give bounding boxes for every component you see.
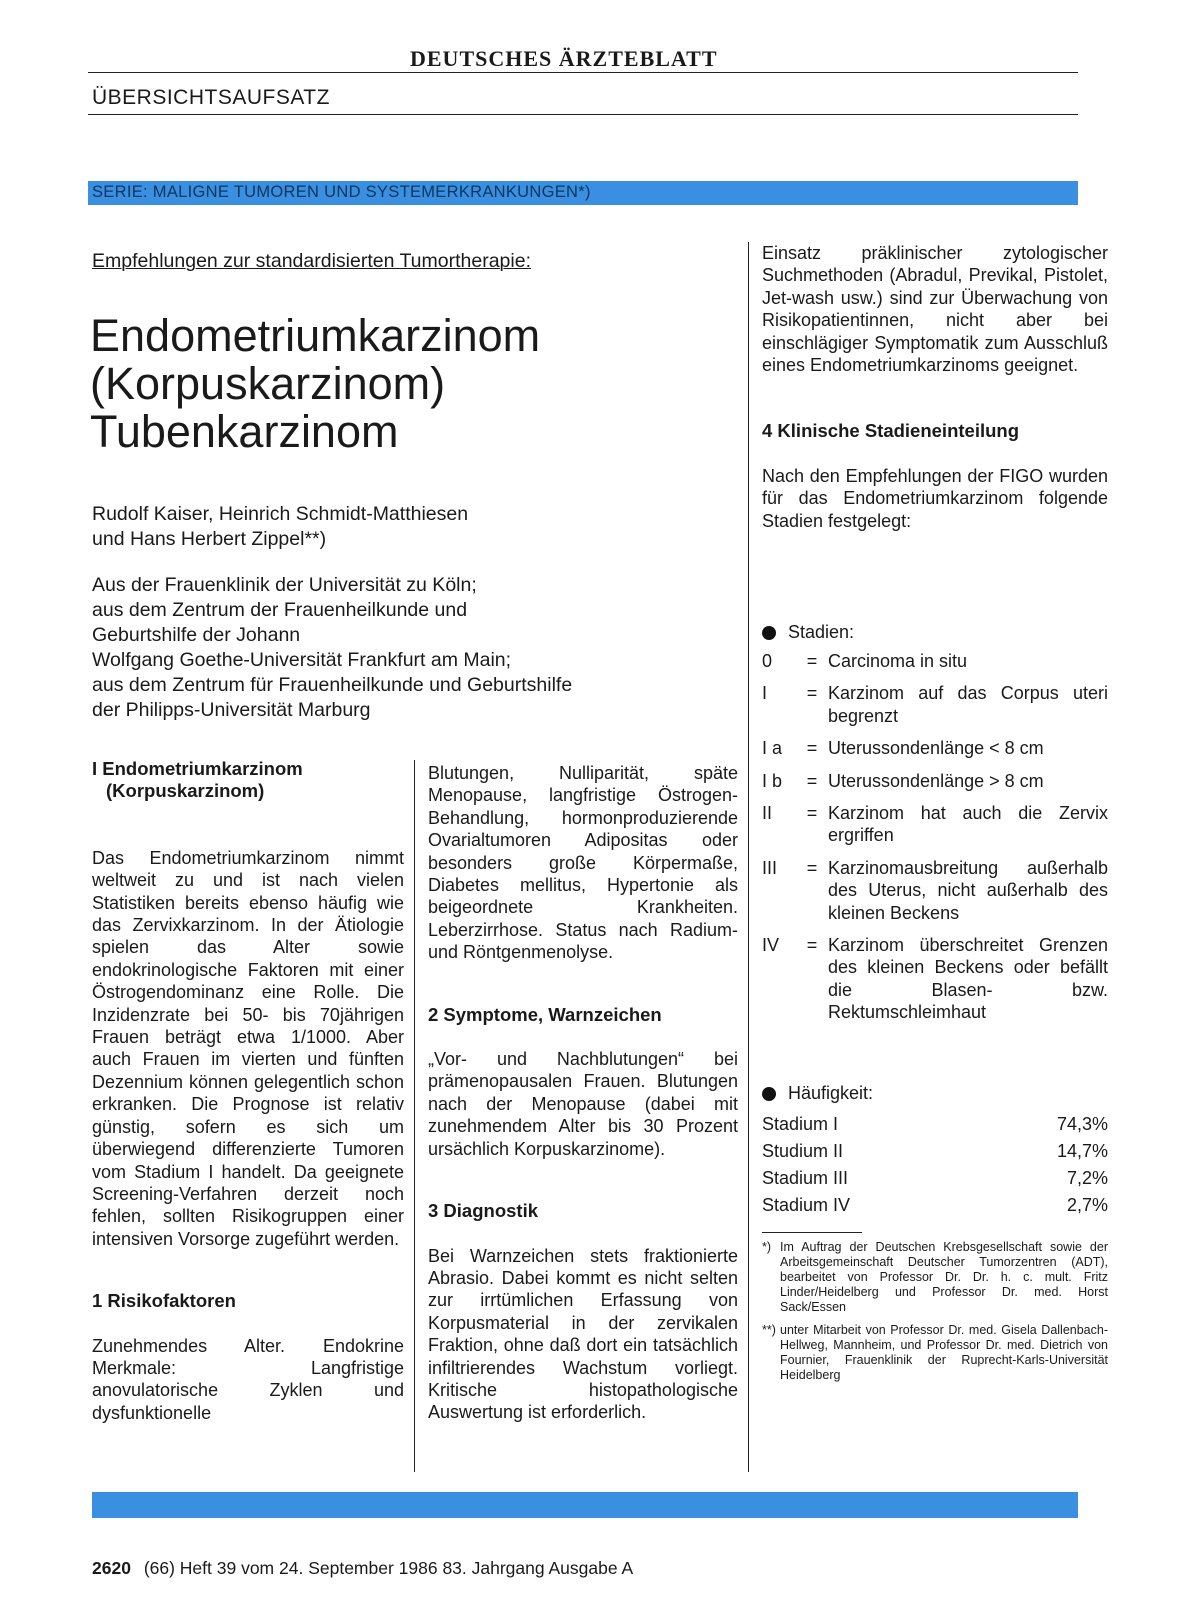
section-heading: I Endometriumkarzinom: [92, 758, 303, 779]
column-divider-right: [748, 242, 749, 1472]
stage-number: I: [762, 683, 768, 704]
stage-equals: =: [806, 770, 818, 791]
column-2: [428, 762, 738, 1424]
issue-info: (66) Heft 39 vom 24. September 1986 83. Jahrgang Ausgabe A: [143, 1558, 634, 1578]
stage-row: [762, 802, 1108, 847]
column-3: [762, 242, 1108, 532]
diagnostics-paragraph: Bei Warnzeichen stets fraktionierte Abrasio. Dabei kommt es nicht selten zur irrtümlichen Erfassung von Korpusmaterial in der zervikalen Fraktion, ohne daß dort ein tatsächlich infiltrierendes Wachstum vorliegt. Kritische histopathologische Auswertung ist erforderlich.: [428, 1245, 738, 1423]
stage-row: [762, 934, 1108, 1024]
column-divider-left: [414, 760, 415, 1472]
footnote-mark: *): [762, 1240, 772, 1254]
author-line: Rudolf Kaiser, Heinrich Schmidt-Matthiesen: [92, 503, 469, 525]
affiliation-line: Geburtshilfe der Johann: [92, 624, 301, 646]
stage-number: IV: [762, 935, 780, 956]
footnote-text: unter Mitarbeit von Professor Dr. med. Gisela Dallenbach-Hellweg, Mannheim, und Professor Dr. med. Dietrich von Fournier, Frauenklinik der Ruprecht-Karls-Universität Heidelberg: [780, 1323, 1108, 1382]
risk-heading: 1 Risikofaktoren: [92, 1290, 236, 1312]
affiliation-line: der Philipps-Universität Marburg: [92, 699, 371, 721]
affiliation-line: aus dem Zentrum für Frauenheilkunde und Geburtshilfe: [92, 674, 573, 696]
stage-description: Carcinoma in situ: [828, 651, 968, 671]
frequency-row: [762, 1111, 1108, 1138]
frequency-label-text: Häufigkeit:: [788, 1083, 874, 1103]
page-footer: [92, 1558, 633, 1579]
series-title: SERIE: MALIGNE TUMOREN UND SYSTEMERKRANKUNGEN*): [92, 183, 591, 201]
stage-description: Karzinomausbreitung außerhalb des Uterus, nicht außerhalb des kleinen Beckens: [828, 857, 1108, 923]
diagnostics-heading: 3 Diagnostik: [428, 1200, 538, 1222]
stage-number: II: [762, 803, 773, 824]
risk-paragraph-cont: Blutungen, Nulliparität, späte Menopause, langfristige Östrogen-Behandlung, hormonproduzierende Ovarialtumoren Adipositas oder besonders große Körpermaße, Diabetes mellitus, Hypertonie als beigeordnete Krankheiten. Leberzirrhose. Status nach Radium- und Röntgenmenolyse.: [428, 763, 738, 963]
frequency-value: 7,2%: [1066, 1168, 1108, 1188]
stage-equals: =: [806, 738, 818, 759]
intro-paragraph: Das Endometriumkarzinom nimmt weltweit zu und ist nach vielen Statistiken bereits ebenso häufig wie das Zervixkarzinom. In der Ätiologie spielen das Alter sowie endokrinologische Faktoren mit einer Östrogendominanz eine Rolle. Die Inzidenzrate bei 50- bis 70jährigen Frauen beträgt etwa 1/1000. Aber auch Frauen im vierten und fünften Dezennium können gelegentlich schon erkranken. Die Prognose ist relativ günstig, sofern es sich um überwiegend differenzierte Tumoren vom Stadium I handelt. Da geeignete Screening-Verfahren derzeit noch fehlen, sollten Risikogruppen einer intensiven Vorsorge zugeführt werden.: [92, 847, 404, 1249]
stages-label: [762, 622, 854, 643]
symptom-paragraph: „Vor- und Nachblutungen“ bei prämenopausalen Frauen. Blutungen nach der Menopause (dabei mit zunehmendem Alter bis 30 Prozent ursächlich Korpuskarzinome).: [428, 1049, 738, 1159]
author-line: und Hans Herbert Zippel**): [92, 528, 327, 550]
stage-number: 0: [762, 651, 773, 671]
frequency-value: 2,7%: [1066, 1195, 1108, 1215]
stage-row: [762, 857, 1108, 924]
affiliation-line: aus dem Zentrum der Frauenheilkunde und: [92, 599, 468, 621]
bullet-icon: [762, 1087, 776, 1101]
stages-label-text: Stadien:: [788, 622, 855, 642]
symptom-heading: 2 Symptome, Warnzeichen: [428, 1003, 662, 1025]
stage-number: I b: [762, 770, 783, 791]
section-heading-cont: (Korpuskarzinom): [106, 780, 265, 802]
frequency-table: [762, 1111, 1108, 1219]
frequency-value: 14,7%: [1056, 1141, 1108, 1161]
stage-description: Uterussondenlänge < 8 cm: [828, 738, 1044, 759]
section-label: ÜBERSICHTSAUFSATZ: [92, 86, 330, 109]
page-number: 2620: [92, 1558, 131, 1578]
title-line: (Korpuskarzinom): [90, 358, 446, 409]
stage-row: [762, 650, 1108, 672]
frequency-row: [762, 1138, 1108, 1165]
stage-equals: =: [806, 683, 818, 704]
affiliation-line: Wolfgang Goethe-Universität Frankfurt am Main;: [92, 649, 512, 671]
bullet-icon: [762, 626, 776, 640]
stage-row: [762, 737, 1108, 759]
stage-description: Uterussondenlänge > 8 cm: [828, 770, 1044, 791]
footnote-rule: [762, 1232, 862, 1233]
masthead: DEUTSCHES ÄRZTEBLATT: [410, 46, 718, 71]
staging-heading: 4 Klinische Stadieneinteilung: [762, 420, 1019, 442]
frequency-stage: Stadium I: [762, 1114, 839, 1134]
article-title: [90, 312, 540, 456]
frequency-row: [762, 1192, 1108, 1219]
title-line: Endometriumkarzinom: [90, 310, 541, 361]
header-rule-bottom: [88, 114, 1078, 115]
frequency-stage: Stadium III: [762, 1168, 849, 1188]
footnote: [762, 1240, 1108, 1315]
frequency-row: [762, 1165, 1108, 1192]
affiliation-line: Aus der Frauenklinik der Universität zu Köln;: [92, 574, 477, 596]
authors: [92, 502, 468, 552]
stage-number: I a: [762, 738, 783, 759]
risk-paragraph: Zunehmendes Alter. Endokrine Merkmale: Langfristige anovulatorische Zyklen und dysfunktionelle: [92, 1335, 404, 1423]
stage-list: [762, 650, 1108, 1034]
frequency-label: [762, 1083, 873, 1104]
stage-equals: =: [806, 857, 818, 878]
affiliations: [92, 573, 572, 723]
stage-equals: =: [806, 651, 818, 671]
diagnostics-paragraph-cont: Einsatz präklinischer zytologischer Suchmethoden (Abradul, Previkal, Pistolet, Jet-wash usw.) sind zur Überwachung von Risikopatientinnen, nicht aber bei einschlägiger Symptomatik zum Ausschluß eines Endometriumkarzinoms geeignet.: [762, 243, 1108, 376]
footnote-mark: **): [762, 1323, 776, 1337]
stage-description: Karzinom überschreitet Grenzen des kleinen Beckens oder befällt die Blasen- bzw. Rektumschleimhaut: [828, 935, 1108, 1023]
footnote: [762, 1323, 1108, 1383]
stage-equals: =: [806, 935, 818, 956]
header-rule-top: [88, 72, 1078, 73]
stage-row: [762, 682, 1108, 727]
stage-description: Karzinom hat auch die Zervix ergriffen: [828, 803, 1108, 846]
title-line: Tubenkarzinom: [90, 406, 399, 457]
stage-description: Karzinom auf das Corpus uteri begrenzt: [828, 683, 1108, 726]
footnotes: [762, 1240, 1108, 1391]
staging-intro: Nach den Empfehlungen der FIGO wurden für das Endometriumkarzinom folgende Stadien festgelegt:: [762, 465, 1108, 531]
stage-row: [762, 770, 1108, 792]
frequency-stage: Studium II: [762, 1141, 844, 1161]
frequency-stage: Stadium IV: [762, 1195, 851, 1215]
bottom-band: [92, 1492, 1078, 1518]
column-1: [92, 758, 404, 1424]
article-kicker: Empfehlungen zur standardisierten Tumortherapie:: [92, 250, 531, 272]
stage-number: III: [762, 857, 778, 878]
frequency-value: 74,3%: [1056, 1114, 1108, 1134]
footnote-text: Im Auftrag der Deutschen Krebsgesellschaft sowie der Arbeitsgemeinschaft Deutscher Tumorzentren (ADT), bearbeitet von Professor Dr. Dr. h. c. mult. Fritz Linder/Heidelberg und Professor Dr. med. Horst Sack/Essen: [780, 1240, 1108, 1314]
stage-equals: =: [806, 803, 818, 824]
